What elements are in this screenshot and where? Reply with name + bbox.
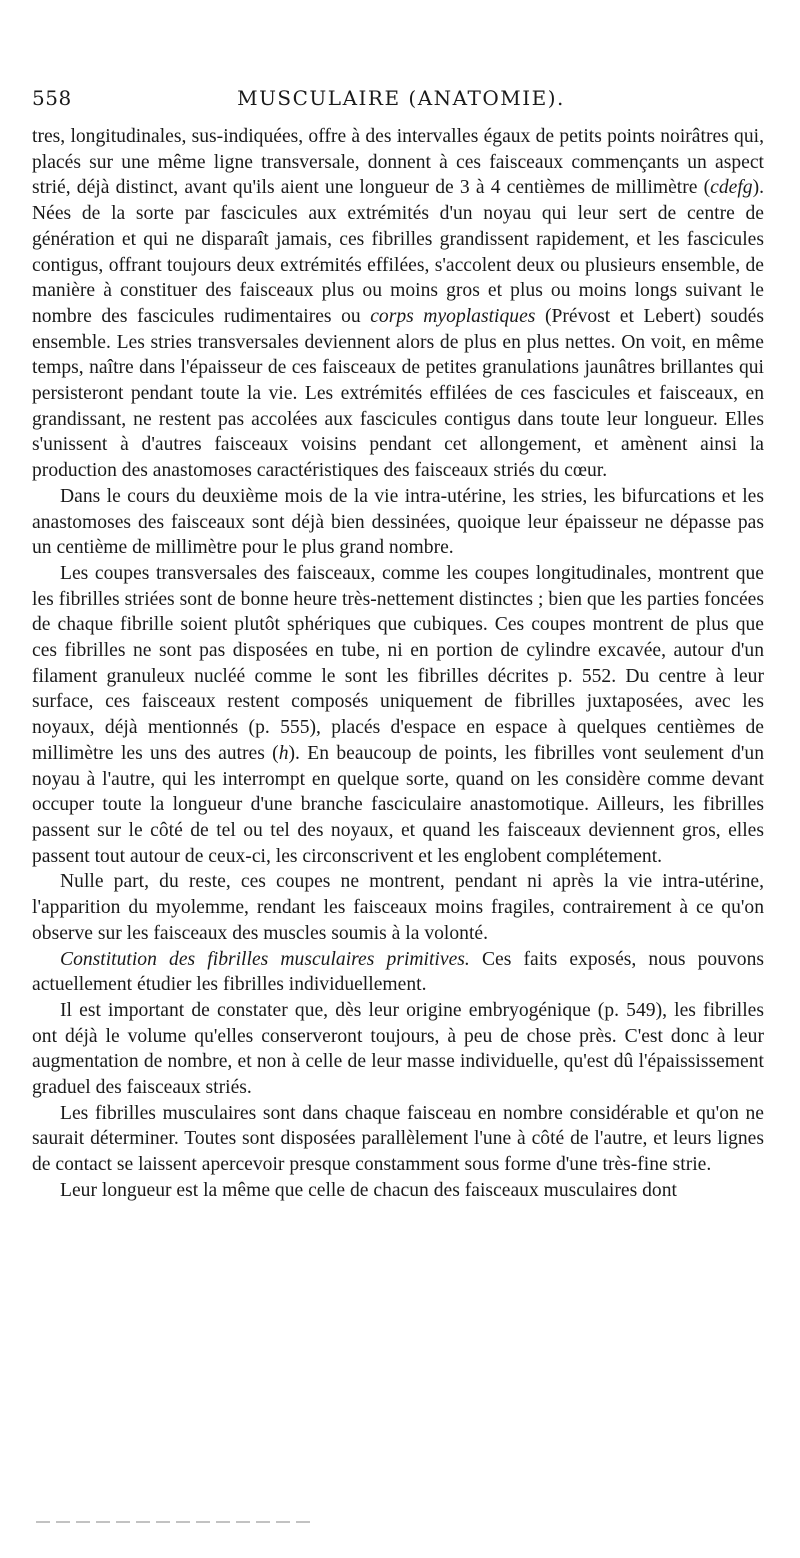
text-run: (Prévost et Lebert) soudés ensemble. Les stries transversales deviennent alors de plus en plus nettes. On voit, en même temps, naître dans l'épaisseur de ces faisceaux de petites granulations jaunâtres brillantes qui persisteront pendant toute la vie. Les extrémités effilées de ces fascicules et faisceaux, en grandissant, ne restent pas accolées aux fascicules contigus dans toute leur longueur. Elles s'unissent à d'autres faisceaux voisins pendant cet allongement, et amènent ainsi la production des anastomoses caractéristiques des faisceaux striés du cœur. <box>32 305 764 482</box>
text-run: Dans le cours du deuxième mois de la vie intra-utérine, les stries, les bifurcations et les anastomoses des faisceaux sont déjà bien dessinées, quoique leur épaisseur ne dépasse pas un centième de millimètre pour le plus grand nombre. <box>32 485 764 559</box>
paragraph <box>32 947 764 998</box>
text-run: Les coupes transversales des faisceaux, comme les coupes longitudinales, montrent que les fibrilles striées sont de bonne heure très-nettement distinctes ; bien que les parties foncées de chaque fibrille soient plutôt sphériques que cubiques. Ces coupes montrent de plus que ces fibrilles ne sont pas disposées en tube, ni en portion de cylindre excavée, autour d'un filament granuleux nucléé comme le sont les fibrilles décrites p. 552. Du centre à leur surface, ces faisceaux restent composés uniquement de fibrilles juxtaposées, avec les noyaux, déjà mentionnés (p. 555), placés d'espace en espace à quelques centièmes de millimètre les uns des autres ( <box>32 562 764 764</box>
text-run: ). Nées de la sorte par fascicules aux extrémités d'un noyau qui leur sert de centre de génération et qui ne disparaît jamais, ces fibrilles grandissent rapidement, et les fascicules contigus, offrant toujours deux extrémités effilées, s'accolent deux ou plusieurs ensemble, de manière à constituer des faisceaux plus ou moins gros et plus ou moins longs suivant le nombre des fascicules rudimentaires ou <box>32 177 764 327</box>
paragraph-continuation <box>32 124 764 484</box>
section-heading: Constitution des fibrilles musculaires primitives. <box>60 948 470 970</box>
running-title: MUSCULAIRE (ANATOMIE). <box>237 86 565 110</box>
text-run: Il est important de constater que, dès leur origine embryogénique (p. 549), les fibrilles ont déjà le volume qu'elles conserveront toujours, à peu de chose près. C'est donc à leur augmentation de nombre, et non à celle de leur masse individuelle, qu'est dû l'épaississement graduel des faisceaux striés. <box>32 999 764 1099</box>
paragraph <box>32 1101 764 1178</box>
text-run: Ces faits exposés, nous pouvons actuellement étudier les fibrilles individuellement. <box>32 948 764 996</box>
paragraph <box>32 869 764 946</box>
italic-term: corps myoplastiques <box>370 305 536 327</box>
figure-reference: h <box>278 742 289 764</box>
page-number: 558 <box>32 86 72 110</box>
paragraph <box>32 561 764 869</box>
paragraph <box>32 484 764 561</box>
page-header <box>32 86 770 116</box>
text-run: Les fibrilles musculaires sont dans chaque faisceau en nombre considérable et qu'on ne saurait déterminer. Toutes sont disposées parallèlement l'une à côté de l'autre, et leurs lignes de contact se laissent apercevoir presque constamment sous forme d'une très-fine strie. <box>32 1102 764 1176</box>
body-text <box>32 124 764 1204</box>
footer-print-mark <box>36 1521 316 1523</box>
text-run: tres, longitudinales, sus-indiquées, offre à des intervalles égaux de petits points noirâtres qui, placés sur une même ligne transversale, donnent à ces faisceaux commençants un aspect strié, déjà distinct, avant qu'ils aient une longueur de 3 à 4 centièmes de millimètre ( <box>32 126 764 199</box>
figure-reference: cdefg <box>710 177 753 199</box>
text-run: Nulle part, du reste, ces coupes ne montrent, pendant ni après la vie intra-utérine, l'apparition du myolemme, rendant les faisceaux moins fragiles, contrairement à ce qu'on observe sur les faisceaux des muscles soumis à la volonté. <box>32 871 764 944</box>
text-run: Leur longueur est la même que celle de chacun des faisceaux musculaires dont <box>60 1179 677 1201</box>
text-run: ). En beaucoup de points, les fibrilles vont seulement d'un noyau à l'autre, qui les interrompt en quelque sorte, quand on les considère comme devant occuper toute la longueur d'une branche fasciculaire anastomotique. Ailleurs, les fibrilles passent sur le côté de tel ou tel des noyaux, et quand les faisceaux deviennent gros, elles passent tout autour de ceux-ci, les circonscrivent et les englobent complétement. <box>32 742 764 867</box>
paragraph <box>32 1178 764 1204</box>
paragraph <box>32 998 764 1101</box>
